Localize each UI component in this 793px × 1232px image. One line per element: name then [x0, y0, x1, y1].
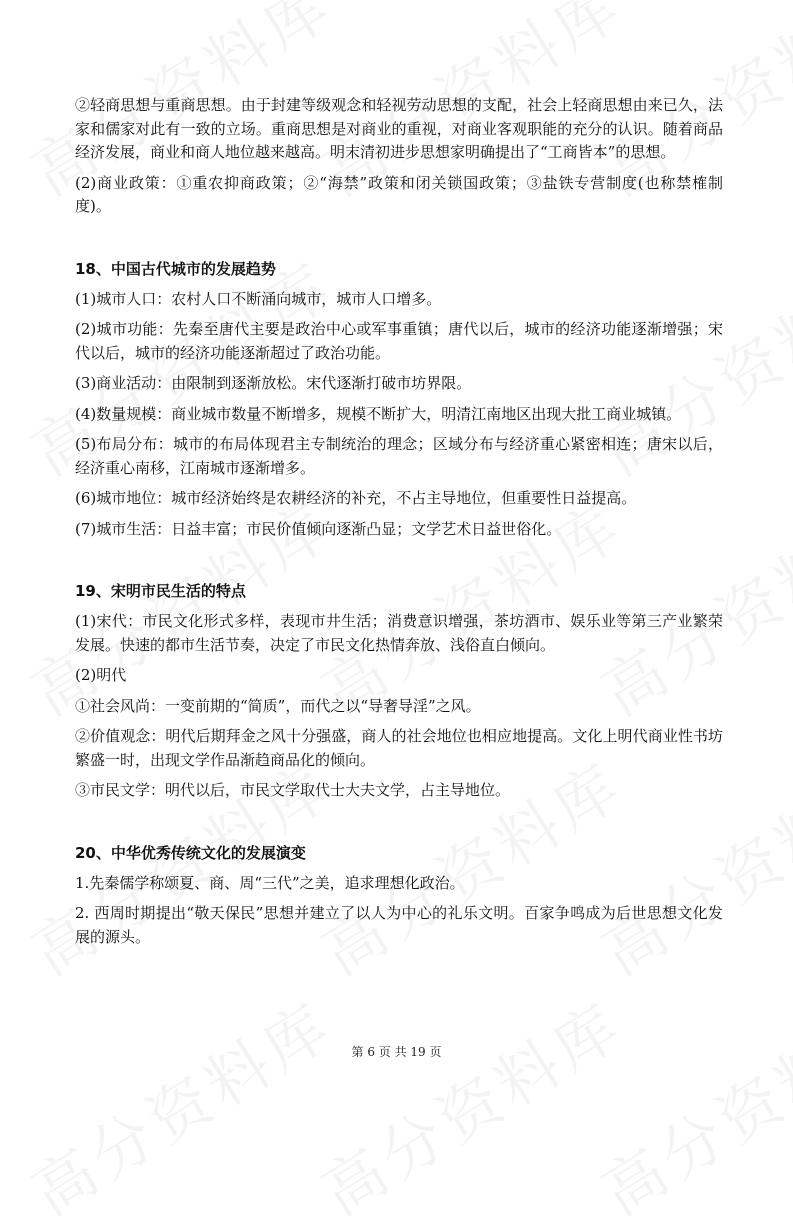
paragraph: (7)城市生活：日益丰富；市民价值倾向逐渐凸显；文学艺术日益世俗化。: [75, 519, 562, 538]
paragraph: (2)明代: [75, 666, 127, 684]
paragraph: (5)布局分布：城市的布局体现君主专制统治的理念；区域分布与经济重心紧密相连；唐宋以后，经济重心南移，江南城市逐渐增多。: [75, 435, 723, 477]
section-heading: 18、中国古代城市的发展趋势: [75, 259, 276, 278]
paragraph: (6)城市地位：城市经济始终是农耕经济的补充，不占主导地位，但重要性日益提高。: [75, 489, 637, 507]
paragraph: 2. 西周时期提出“敬天保民”思想并建立了以人为中心的礼乐文明。百家争鸣成为后世思想文化发展的源头。: [75, 904, 723, 946]
page-footer: 第 6 页 共 19 页: [351, 1045, 442, 1059]
document-body: [75, 94, 723, 956]
watermark-text: [12, 977, 348, 1232]
paragraph: ②轻商思想与重商思想。由于封建等级观念和轻视劳动思想的支配，社会上轻商思想由来已久，法家和儒家对此有一致的立场。重商思想是对商业的重视，对商业客观职能的充分的认识。随着商品经济发展，商业和商人地位越来越高。明末清初进步思想家明确提出了“工商皆本”的思想。: [75, 96, 723, 161]
paragraph: (2)城市功能：先秦至唐代主要是政治中心或军事重镇；唐代以后，城市的经济功能逐渐增强；宋代以后，城市的经济功能逐渐超过了政治功能。: [75, 320, 723, 362]
section-gap: [75, 548, 723, 580]
section-heading: 19、宋明市民生活的特点: [75, 582, 246, 600]
paragraph: ③市民文学：明代以后，市民文学取代士大夫文学，占主导地位。: [75, 781, 511, 799]
paragraph: (1)宋代：市民文化形式多样，表现市井生活；消费意识增强，茶坊酒市、娱乐业等第三产业繁荣发展。快速的都市生活节奏，决定了市民文化热情奔放、浅俗直白倾向。: [75, 612, 723, 654]
section-gap: [75, 226, 723, 258]
paragraph: ②价值观念：明代后期拜金之风十分强盛，商人的社会地位也相应地提高。文化上明代商业性书坊繁盛一时，出现文学作品渐趋商品化的倾向。: [75, 727, 723, 769]
watermark-text: [302, 977, 638, 1232]
paragraph: (3)商业活动：由限制到逐渐放松。宋代逐渐打破市坊界限。: [75, 374, 472, 392]
section-gap: [75, 810, 723, 842]
paragraph: (1)城市人口：农村人口不断涌向城市，城市人口增多。: [75, 289, 442, 308]
paragraph: 1.先秦儒学称颂夏、商、周“三代”之美，追求理想化政治。: [75, 873, 465, 892]
watermark-text: [582, 977, 793, 1232]
paragraph: (2)商业政策：①重农抑商政策；②“海禁”政策和闭关锁国政策；③盐铁专营制度(也称禁榷制度)。: [75, 173, 723, 215]
paragraph: ①社会风尚：一变前期的“简质”，而代之以“导奢导淫”之风。: [75, 696, 481, 715]
section-heading: 20、中华优秀传统文化的发展演变: [75, 843, 306, 862]
paragraph: (4)数量规模：商业城市数量不断增多，规模不断扩大，明清江南地区出现大批工商业城镇。: [75, 404, 682, 423]
